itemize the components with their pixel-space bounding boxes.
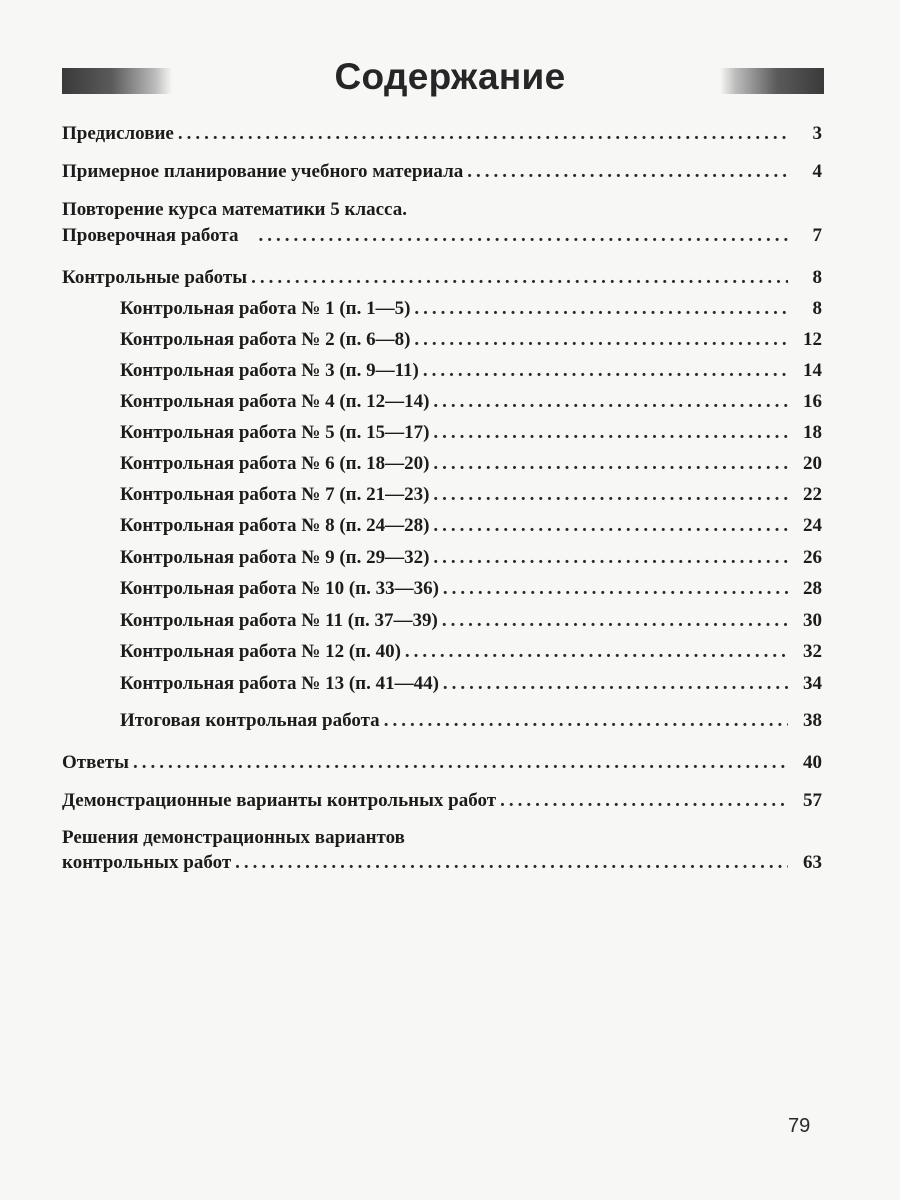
- leader-dots: [133, 750, 788, 776]
- toc-subentry: [120, 708, 822, 734]
- toc-entry-label: Итоговая контрольная работа: [120, 710, 380, 731]
- toc-subentry: [120, 639, 822, 665]
- toc-entry-label: Примерное планирование учебного материала: [62, 161, 464, 182]
- toc-entry-label: Контрольная работа № 5 (п. 15—17): [120, 422, 430, 443]
- toc-entry-page: 57: [803, 790, 822, 811]
- toc-entry-label: Контрольная работа № 10 (п. 33—36): [120, 578, 439, 599]
- leader-dots: [442, 608, 788, 634]
- toc-entry-page: 38: [803, 710, 822, 731]
- toc-entry-page: 8: [812, 267, 822, 288]
- toc-entry: [62, 159, 822, 185]
- toc-entry: [62, 265, 822, 291]
- toc-entry: [62, 750, 822, 776]
- page-title: Содержание: [334, 56, 566, 97]
- leader-dots: [443, 671, 788, 697]
- toc-entry-label: Контрольная работа № 6 (п. 18—20): [120, 453, 430, 474]
- toc-entry-label: Проверочная работа: [62, 225, 239, 246]
- toc-entry-page: 3: [812, 123, 822, 144]
- leader-dots: [433, 545, 788, 571]
- toc-entry-label: Контрольная работа № 7 (п. 21—23): [120, 484, 430, 505]
- leader-dots: [423, 358, 788, 384]
- leader-dots: [258, 223, 788, 249]
- toc-entry-page: 63: [803, 852, 822, 873]
- toc-subentry: [120, 482, 822, 508]
- leader-dots: [433, 389, 788, 415]
- toc-entry-page: 32: [803, 641, 822, 662]
- toc-entry: [62, 788, 822, 814]
- toc-entry-page: 14: [803, 360, 822, 381]
- page-number: 79: [788, 1115, 811, 1137]
- toc-subentry: [120, 327, 822, 353]
- toc-subentry: [120, 545, 822, 571]
- toc-entry-label: Контрольная работа № 2 (п. 6—8): [120, 329, 411, 350]
- leader-dots: [414, 296, 788, 322]
- leader-dots: [433, 420, 788, 446]
- toc-entry-page: 24: [803, 515, 822, 536]
- toc-entry-label: Демонстрационные варианты контрольных работ: [62, 790, 497, 811]
- toc-entry-page: 16: [803, 391, 822, 412]
- toc-subentry: [120, 420, 822, 446]
- toc-entry: [62, 121, 822, 147]
- toc-entry-page: 22: [803, 484, 822, 505]
- leader-dots: [251, 265, 788, 291]
- leader-dots: [433, 513, 788, 539]
- toc-entry-page: 28: [803, 578, 822, 599]
- leader-dots: [467, 159, 788, 185]
- toc-entry-label: Ответы: [62, 752, 129, 773]
- toc-entry-page: 18: [803, 422, 822, 443]
- toc-entry: [62, 223, 822, 249]
- toc-entry-line1: Повторение курса математики 5 класса.: [62, 199, 407, 220]
- toc-subentry: [120, 296, 822, 322]
- toc-entry-label: Контрольная работа № 11 (п. 37—39): [120, 610, 438, 631]
- toc-entry-page: 7: [812, 225, 822, 246]
- toc-entry-line1: Решения демонстрационных вариантов: [62, 827, 405, 848]
- leader-dots: [500, 788, 788, 814]
- leader-dots: [433, 451, 788, 477]
- toc-subentry: [120, 513, 822, 539]
- toc-entry-page: 26: [803, 547, 822, 568]
- toc-entry-page: 20: [803, 453, 822, 474]
- toc-subentry: [120, 358, 822, 384]
- toc-subentry: [120, 576, 822, 602]
- toc-entry-label: Контрольные работы: [62, 267, 248, 288]
- toc-entry-label: Контрольная работа № 9 (п. 29—32): [120, 547, 430, 568]
- toc-entry-page: 30: [803, 610, 822, 631]
- toc-entry-page: 34: [803, 673, 822, 694]
- toc-entry-label: Предисловие: [62, 123, 174, 144]
- toc-subentry: [120, 671, 822, 697]
- toc-subentry: [120, 608, 822, 634]
- toc-subentry: [120, 389, 822, 415]
- leader-dots: [235, 850, 788, 876]
- toc-entry-page: 8: [812, 298, 822, 319]
- toc-entry-page: 12: [803, 329, 822, 350]
- toc-entry-page: 4: [812, 161, 822, 182]
- leader-dots: [384, 708, 788, 734]
- toc-entry-label: контрольных работ: [62, 852, 232, 873]
- leader-dots: [414, 327, 788, 353]
- toc-entry-label: Контрольная работа № 12 (п. 40): [120, 641, 401, 662]
- toc-entry-page: 40: [803, 752, 822, 773]
- leader-dots: [178, 121, 788, 147]
- toc-entry-label: Контрольная работа № 4 (п. 12—14): [120, 391, 430, 412]
- toc-entry-label: Контрольная работа № 8 (п. 24—28): [120, 515, 430, 536]
- leader-dots: [443, 576, 788, 602]
- toc-entry-label: Контрольная работа № 13 (п. 41—44): [120, 673, 439, 694]
- toc-entry-label: Контрольная работа № 3 (п. 9—11): [120, 360, 419, 381]
- leader-dots: [433, 482, 788, 508]
- toc-entry: [62, 850, 822, 876]
- leader-dots: [405, 639, 788, 665]
- toc-subentry: [120, 451, 822, 477]
- toc-entry-label: Контрольная работа № 1 (п. 1—5): [120, 298, 411, 319]
